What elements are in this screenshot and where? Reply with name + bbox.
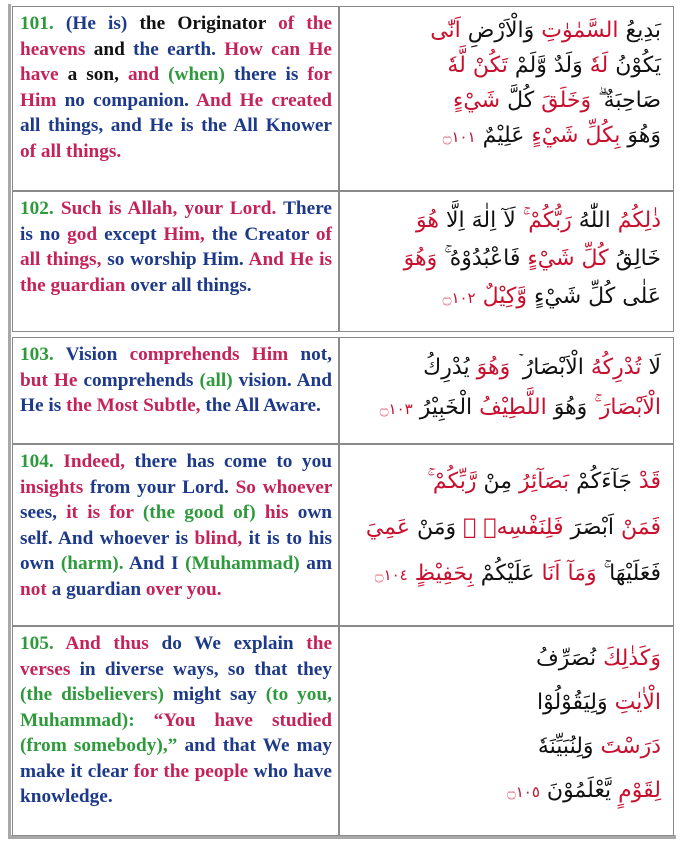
arabic-line bbox=[351, 725, 661, 769]
arabic-segment: مِنْ bbox=[476, 469, 512, 494]
english-segment: (harm). bbox=[60, 553, 124, 574]
arabic-text-cell bbox=[343, 627, 673, 835]
arabic-line bbox=[351, 278, 661, 317]
arabic-segment: ۗ وَخَلَقَ bbox=[534, 88, 599, 113]
english-text bbox=[20, 198, 332, 296]
english-segment: And He is the guardian bbox=[20, 249, 332, 296]
arabic-segment: الْاٰيٰتِ bbox=[607, 690, 661, 715]
arabic-segment: لِقَوْمٍ bbox=[611, 778, 661, 803]
arabic-segment: صَاحِبَةٌ bbox=[598, 88, 661, 113]
english-segment: (all) bbox=[199, 369, 233, 391]
arabic-segment: عَمِيَ bbox=[365, 515, 411, 540]
english-segment: over you. bbox=[145, 578, 222, 600]
arabic-segment: تُدْرِكُهُ bbox=[583, 355, 642, 380]
english-segment: (the good of) bbox=[133, 502, 256, 523]
english-segment: for Him bbox=[20, 64, 332, 111]
english-translation-cell bbox=[13, 7, 340, 190]
arabic-segment: شَيْءٍ bbox=[452, 88, 501, 113]
verse-row-105 bbox=[12, 626, 674, 836]
english-segment: god bbox=[67, 223, 98, 245]
english-segment: Vision bbox=[65, 344, 130, 365]
english-segment: There is no bbox=[20, 198, 332, 245]
arabic-segment: عَلٰى كُلِّ شَيْءٍ bbox=[527, 284, 661, 309]
english-segment: And I bbox=[123, 553, 186, 574]
arabic-segment: ۡ وَهُوَ bbox=[469, 355, 518, 380]
english-segment: in diverse ways, so that they bbox=[70, 658, 332, 680]
english-segment: “You have studied bbox=[134, 709, 332, 731]
arabic-text-cell bbox=[343, 338, 673, 443]
ayah-end-mark: ۝١٠٥ bbox=[506, 783, 540, 801]
arabic-segment: لَا bbox=[641, 355, 661, 380]
arabic-line bbox=[351, 118, 661, 155]
arabic-segment: كُلِّ شَيْءٍ bbox=[520, 246, 609, 271]
arabic-segment: ذٰلِكُمُ bbox=[610, 208, 661, 233]
english-text bbox=[20, 633, 332, 807]
english-segment: a son, bbox=[58, 64, 129, 85]
arabic-segment: ۚ وَمَنْ bbox=[410, 515, 464, 540]
english-text bbox=[20, 344, 332, 416]
arabic-segment: وَلَدٌ وَّلَمْ bbox=[507, 53, 583, 78]
english-segment: comprehends Him bbox=[129, 344, 289, 365]
arabic-segment: فَعَلَيْهَا ۚ bbox=[596, 561, 661, 586]
arabic-segment: بِحَفِيْظٍ bbox=[407, 561, 474, 586]
arabic-segment: يَّعْلَمُوْنَ bbox=[539, 778, 612, 803]
english-segment: it is to his own bbox=[20, 527, 332, 574]
arabic-segment: السَّمٰوٰتِ bbox=[534, 18, 619, 43]
english-segment: your Lord. bbox=[177, 198, 277, 219]
english-translation-cell bbox=[13, 627, 340, 835]
arabic-segment: دَرَسْتَ bbox=[593, 734, 661, 759]
english-segment: it is for bbox=[66, 502, 134, 523]
arabic-segment: يُدْرِكُ bbox=[423, 355, 470, 380]
english-segment: blind, bbox=[194, 527, 243, 549]
english-segment: (the disbelievers) bbox=[20, 684, 164, 705]
arabic-line bbox=[351, 13, 661, 48]
arabic-segment: يَكُوْنُ bbox=[608, 53, 661, 78]
english-segment: all things, bbox=[20, 115, 111, 136]
english-segment: the Most Subtle, bbox=[66, 395, 201, 416]
arabic-segment: قَدْ bbox=[631, 469, 661, 494]
english-segment: So whoever bbox=[235, 476, 332, 498]
english-segment: the earth. bbox=[133, 38, 225, 60]
ayah-end-mark: ۝١٠٤ bbox=[374, 566, 408, 584]
arabic-text-cell bbox=[343, 7, 673, 190]
english-segment: his bbox=[255, 502, 289, 523]
english-segment: (to you, Muhammad): bbox=[20, 684, 332, 731]
arabic-line bbox=[351, 505, 661, 551]
verse-number: 103. bbox=[20, 344, 54, 365]
english-segment: over all things. bbox=[125, 274, 252, 296]
english-segment: And thus bbox=[65, 633, 149, 654]
arabic-line bbox=[351, 83, 661, 118]
arabic-line bbox=[351, 202, 661, 240]
arabic-segment: وَلِنُبَيِّنَهٗ bbox=[537, 734, 594, 759]
english-segment: might say bbox=[163, 684, 266, 705]
arabic-segment: جَآءَكُمْ bbox=[569, 469, 632, 494]
verse-row-101 bbox=[12, 6, 674, 191]
english-segment: own self. And whoever is bbox=[20, 502, 333, 549]
arabic-line bbox=[351, 240, 661, 278]
arabic-line bbox=[351, 769, 661, 814]
arabic-text-cell bbox=[343, 192, 673, 331]
arabic-segment: عَلَيْكُمْ bbox=[473, 561, 535, 586]
english-segment: comprehends bbox=[77, 369, 200, 391]
english-segment: from your Lord. bbox=[83, 476, 236, 498]
verse-row-104 bbox=[12, 444, 674, 626]
ayah-end-mark: ۝١٠١ bbox=[442, 128, 476, 146]
english-segment: How can He have bbox=[20, 38, 332, 85]
english-segment: do We explain bbox=[148, 633, 307, 654]
arabic-segment: نُصَرِّفُ bbox=[535, 646, 597, 671]
english-segment: And He created bbox=[196, 89, 332, 111]
arabic-segment: اللَّطِيْفُ bbox=[472, 395, 547, 420]
arabic-segment: رَّبِّكُمْ ۚ bbox=[427, 469, 477, 494]
english-segment: vision. And He is bbox=[20, 369, 332, 416]
english-segment: except bbox=[97, 223, 164, 245]
english-segment: Indeed, bbox=[63, 451, 125, 472]
arabic-segment: وَكَذٰلِكَ bbox=[596, 646, 661, 671]
english-segment: there is bbox=[224, 64, 308, 85]
english-segment: of all things, bbox=[20, 223, 332, 270]
english-segment: who have knowledge. bbox=[20, 760, 332, 807]
arabic-segment: اَبْصَرَ bbox=[563, 515, 615, 540]
english-segment: Such is Allah, bbox=[60, 198, 178, 219]
english-segment: (He is) bbox=[65, 13, 128, 34]
arabic-segment: بَدِيعُ bbox=[618, 18, 661, 43]
verse-number: 101. bbox=[20, 13, 54, 34]
arabic-segment: رَبُّكُمْ bbox=[522, 208, 572, 233]
english-segment: the verses bbox=[20, 633, 332, 680]
english-segment: so worship Him. bbox=[101, 249, 249, 270]
english-translation-cell bbox=[13, 192, 340, 331]
arabic-segment: اَنّٰى bbox=[430, 18, 461, 43]
english-segment: the Originator bbox=[127, 13, 279, 34]
arabic-segment: ۚ لَآ اِلٰهَ اِلَّا bbox=[438, 208, 523, 233]
english-segment: Him, bbox=[163, 223, 205, 245]
arabic-segment: الْاَبْصَارُ bbox=[517, 355, 584, 380]
arabic-line bbox=[351, 48, 661, 83]
english-segment: not bbox=[20, 578, 47, 600]
english-segment: the All Aware. bbox=[200, 395, 321, 416]
arabic-segment: عَلِيْمٌ bbox=[475, 123, 525, 148]
arabic-segment: وَالْاَرْضِ bbox=[460, 18, 535, 43]
english-segment: and He is the All Knower bbox=[110, 115, 332, 136]
arabic-line bbox=[351, 637, 661, 681]
english-segment: there has come to you bbox=[124, 451, 332, 472]
verse-row-103 bbox=[12, 337, 674, 444]
arabic-segment: خَالِقُ bbox=[608, 246, 661, 271]
arabic-segment: وَهُوَ bbox=[403, 246, 438, 271]
arabic-segment: فَاعْبُدُوْهُ ۚ bbox=[437, 246, 521, 271]
english-segment: of the heavens bbox=[20, 13, 333, 60]
arabic-segment: تَكُنْ لَّهٗ bbox=[447, 53, 508, 78]
arabic-line bbox=[351, 459, 661, 505]
english-segment: (from somebody),” bbox=[20, 735, 178, 756]
english-translation-cell bbox=[13, 445, 340, 625]
english-segment: insights bbox=[20, 476, 84, 498]
arabic-segment: بِكُلِّ شَيْءٍ bbox=[524, 123, 621, 148]
arabic-segment: وَمَآ اَنَا bbox=[534, 561, 597, 586]
ayah-end-mark: ۝١٠٣ bbox=[379, 400, 413, 418]
verse-number: 105. bbox=[20, 633, 54, 654]
english-segment: sees, bbox=[20, 502, 67, 523]
english-segment: no companion. bbox=[56, 89, 197, 111]
arabic-line bbox=[351, 348, 661, 388]
verse-row-102 bbox=[12, 191, 674, 332]
verse-number: 102. bbox=[20, 198, 54, 219]
arabic-segment: بَصَآئِرُ bbox=[512, 469, 570, 494]
arabic-line bbox=[351, 388, 661, 429]
arabic-segment: الْاَبْصَارَ bbox=[594, 395, 661, 420]
english-segment: not, bbox=[288, 344, 332, 365]
arabic-line bbox=[351, 551, 661, 598]
english-text bbox=[20, 451, 332, 600]
arabic-segment: الْخَبِيْرُ bbox=[412, 395, 473, 420]
arabic-segment: وَّكِيْلٌ bbox=[475, 284, 528, 309]
arabic-segment: وَهُوَ bbox=[620, 123, 661, 148]
english-segment: (when) bbox=[168, 64, 225, 85]
english-segment: and bbox=[85, 38, 134, 60]
english-segment: (Muhammad) bbox=[185, 553, 300, 574]
english-segment: am bbox=[299, 553, 333, 574]
english-text bbox=[20, 13, 332, 162]
arabic-segment: فَلِنَفْسِهٖ bbox=[463, 515, 564, 540]
english-segment: a guardian bbox=[46, 578, 146, 600]
arabic-segment: اللّٰهُ bbox=[571, 208, 611, 233]
arabic-text-cell bbox=[343, 445, 673, 625]
arabic-segment: هُوَ bbox=[416, 208, 439, 233]
arabic-segment: كُلَّ bbox=[500, 88, 535, 113]
ayah-end-mark: ۝١٠٢ bbox=[442, 289, 476, 307]
arabic-segment: فَمَنْ bbox=[614, 515, 661, 540]
arabic-segment: وَلِيَقُوْلُوْا bbox=[536, 690, 608, 715]
english-segment: and bbox=[128, 64, 169, 85]
arabic-segment: لَهٗ bbox=[582, 53, 609, 78]
english-segment: of all things. bbox=[20, 140, 122, 162]
english-translation-cell bbox=[13, 338, 340, 443]
english-segment: for the people bbox=[133, 760, 249, 782]
verse-number: 104. bbox=[20, 451, 54, 472]
english-segment: but He bbox=[20, 369, 78, 391]
arabic-segment: ۚ وَهُوَ bbox=[546, 395, 595, 420]
english-segment: and that We may make it clear bbox=[20, 735, 333, 782]
english-segment: the Creator bbox=[204, 223, 316, 245]
arabic-line bbox=[351, 681, 661, 725]
